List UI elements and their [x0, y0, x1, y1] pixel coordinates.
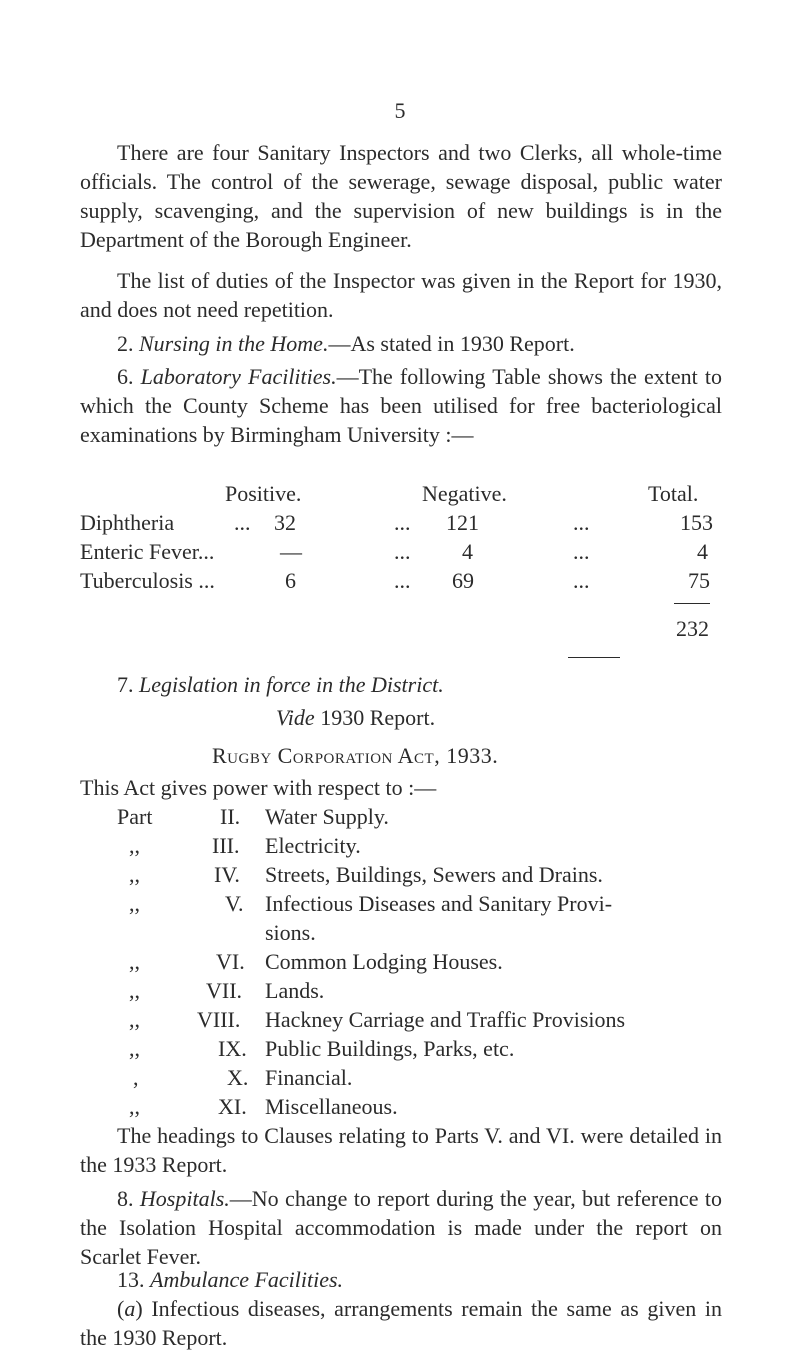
vide-line — [276, 703, 435, 732]
sum-rule-top — [674, 603, 710, 604]
part-roman: II. — [220, 804, 241, 829]
ambulance-title: Ambulance Facilities. — [150, 1267, 344, 1292]
part-roman: VIII. — [197, 1007, 241, 1032]
row-dots: ... — [573, 539, 590, 564]
ambulance-heading — [117, 1265, 343, 1294]
row-dots: ... — [573, 568, 590, 593]
laboratory-number: 6. — [117, 364, 134, 389]
ambulance-paragraph: (a) Infectious diseases, arrangements remain the same as given in the 1930 Report. — [80, 1296, 723, 1350]
hospitals-number: 8. — [117, 1186, 134, 1211]
act-title: Rugby Corporation Act, 1933. — [212, 743, 499, 768]
legislation-number: 7. — [117, 672, 134, 697]
row-positive: 32 — [274, 510, 296, 535]
inspector-duties-paragraph: The list of duties of the Inspector was given in the Report for 1930, and does not need repetition. — [80, 268, 722, 322]
header-negative: Negative. — [422, 481, 507, 506]
inspectors-paragraph: There are four Sanitary Inspectors and two Clerks, all whole-time officials. The control of the sewerage, sewage disposal, public water supply, scavenging, and the supervision of new buildings is in the Department of the Borough Engineer. — [80, 140, 722, 252]
row-dots: ... — [394, 568, 411, 593]
part-text: Miscellaneous. — [265, 1094, 398, 1119]
part-text: Infectious Diseases and Sanitary Provi- — [265, 891, 613, 916]
part-roman: V. — [225, 891, 244, 916]
part-roman: IX. — [218, 1036, 247, 1061]
row-dots: ... — [234, 510, 251, 535]
vide-word: Vide — [276, 705, 315, 730]
part-text: Streets, Buildings, Sewers and Drains. — [265, 862, 603, 887]
part-prefix: ,, — [129, 891, 140, 916]
legislation-title: Legislation in force in the District. — [139, 672, 444, 697]
part-roman: III. — [212, 833, 240, 858]
laboratory-title: Laboratory Facilities. — [140, 364, 337, 389]
part-text: Lands. — [265, 978, 325, 1003]
row-total: 4 — [697, 539, 708, 564]
part-prefix: ,, — [129, 833, 140, 858]
hospitals-paragraph — [80, 1184, 722, 1271]
part-prefix: ,, — [129, 949, 140, 974]
ambulance-number: 13. — [117, 1267, 145, 1292]
vide-reference: 1930 Report. — [320, 705, 436, 730]
act-closing-paragraph: The headings to Clauses relating to Parts V. and VI. were detailed in the 1933 Report. — [80, 1123, 722, 1177]
part-text: Hackney Carriage and Traffic Provisions — [265, 1007, 626, 1032]
row-positive: — — [280, 539, 302, 564]
part-prefix: ,, — [129, 1036, 140, 1061]
laboratory-text: —The following Table shows the extent to which the County Scheme has been utilised for free bacteriological examinations by Birmingham University :— — [80, 364, 723, 447]
part-prefix: , — [133, 1065, 139, 1090]
row-negative: 4 — [462, 539, 473, 564]
nursing-title: Nursing in the Home. — [139, 331, 329, 356]
part-roman: X. — [227, 1065, 249, 1090]
part-roman: XI. — [218, 1094, 247, 1119]
grand-total: 232 — [676, 616, 709, 641]
part-text: Common Lodging Houses. — [265, 949, 503, 974]
row-dots: ... — [394, 510, 411, 535]
part-roman: VI. — [216, 949, 245, 974]
row-positive: 6 — [285, 568, 296, 593]
nursing-number: 2. — [117, 331, 134, 356]
page-number: 5 — [394, 98, 406, 123]
part-roman: VII. — [206, 978, 243, 1003]
row-label: Tuberculosis ... — [80, 568, 215, 593]
part-prefix: ,, — [129, 862, 140, 887]
act-intro: This Act gives power with respect to :— — [80, 775, 437, 800]
part-text: Public Buildings, Parks, etc. — [265, 1036, 515, 1061]
row-dots: ... — [573, 510, 590, 535]
part-roman: IV. — [214, 862, 240, 887]
laboratory-paragraph — [80, 362, 722, 449]
row-negative: 121 — [446, 510, 479, 535]
row-total: 75 — [688, 568, 710, 593]
nursing-text: —As stated in 1930 Report. — [328, 331, 575, 356]
row-label: Diphtheria — [80, 510, 175, 535]
hospitals-title: Hospitals. — [139, 1186, 230, 1211]
nursing-paragraph — [80, 329, 722, 358]
row-label: Enteric Fever... — [80, 539, 215, 564]
header-total: Total. — [648, 481, 699, 506]
ambulance-sub-label: a — [124, 1296, 136, 1321]
ambulance-text: Infectious diseases, arrangements remain the same as given in the 1930 Report. — [80, 1296, 723, 1350]
legislation-heading — [117, 670, 444, 699]
header-positive: Positive. — [225, 481, 302, 506]
part-text-continued: sions. — [265, 920, 316, 945]
sum-rule-bottom — [568, 657, 620, 658]
part-prefix: ,, — [129, 1094, 140, 1119]
part-prefix: ,, — [129, 1007, 140, 1032]
hospitals-text: —No change to report during the year, but reference to the Isolation Hospital accommodation is made under the report on Scarlet Fever. — [80, 1186, 723, 1269]
part-prefix: ,, — [129, 978, 140, 1003]
part-prefix: Part — [117, 804, 153, 829]
part-text: Water Supply. — [265, 804, 389, 829]
row-total: 153 — [680, 510, 713, 535]
part-text: Electricity. — [265, 833, 361, 858]
part-text: Financial. — [265, 1065, 353, 1090]
row-dots: ... — [394, 539, 411, 564]
row-negative: 69 — [452, 568, 474, 593]
